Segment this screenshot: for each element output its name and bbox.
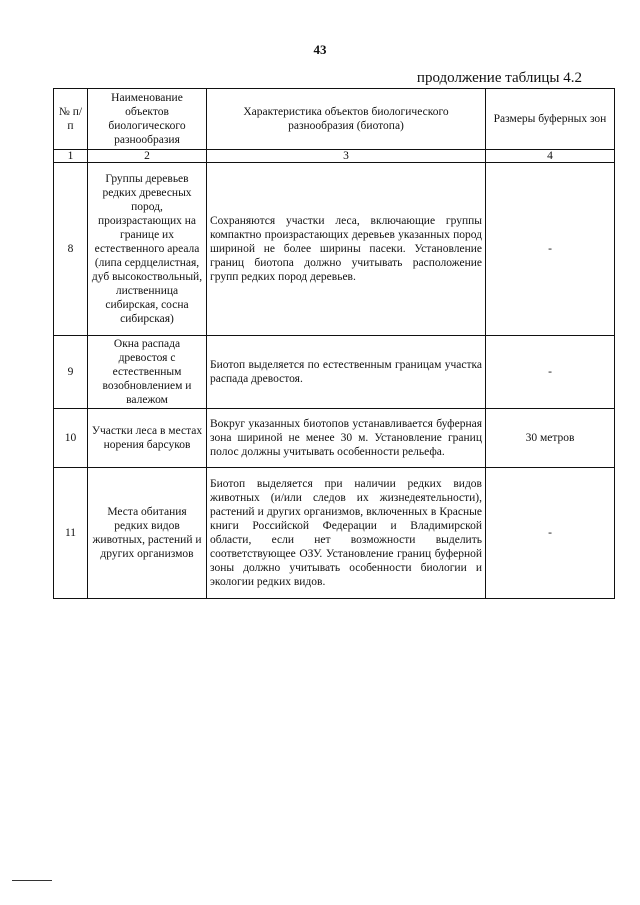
row-object-name: Места обитания редких видов животных, растений и других организмов [88,468,207,599]
row-buffer-size: - [486,163,615,336]
row-object-name: Группы деревьев редких древесных пород, произрастающих на границе их естественного ареала (липа сердцелистная, дуб высокоствольный, лиственница сибирская, сосна сибирская) [88,163,207,336]
footer-divider [12,880,52,881]
header-object-name: Наименование объектов биологического разнообразия [88,89,207,150]
row-characteristic: Биотоп выделяется при наличии редких видов животных (и/или следов их жизнедеятельности), растений и других организмов, включенных в Красные книги Российской Федерации и Владимирской области, если нет возможности выделить соответствующее ОЗУ. Установление границ буферной зоны должно учитывать особенности биологии и экологии редких видов. [207,468,486,599]
row-number: 8 [54,163,88,336]
row-characteristic: Биотоп выделяется по естественным границам участка распада древостоя. [207,336,486,409]
page-number: 43 [313,42,327,57]
table-row [54,468,615,599]
column-number-3: 3 [207,150,486,163]
row-object-name: Окна распада древостоя с естественным возобновлением и валежом [88,336,207,409]
row-buffer-size: - [486,468,615,599]
column-number-row [54,150,615,163]
table-header-row [54,89,615,150]
column-number-2: 2 [88,150,207,163]
table-continuation-label: продолжение таблицы 4.2 [416,70,582,86]
header-buffer-size: Размеры буферных зон [486,89,615,150]
table-row [54,163,615,336]
row-object-name: Участки леса в местах норения барсуков [88,409,207,468]
row-number: 9 [54,336,88,409]
column-number-1: 1 [54,150,88,163]
table-row [54,409,615,468]
column-number-4: 4 [486,150,615,163]
row-characteristic: Сохраняются участки леса, включающие группы компактно произрастающих деревьев указанных пород шириной не более ширины пасеки. Установление границ биотопа должно учитывать расположение групп редких пород деревьев. [207,163,486,336]
header-number: № п/п [54,89,88,150]
row-number: 11 [54,468,88,599]
header-characteristic: Характеристика объектов биологического разнообразия (биотопа) [207,89,486,150]
biodiversity-table [53,88,615,599]
table-row [54,336,615,409]
row-buffer-size: - [486,336,615,409]
row-buffer-size: 30 метров [486,409,615,468]
row-number: 10 [54,409,88,468]
row-characteristic: Вокруг указанных биотопов устанавливается буферная зона шириной не менее 30 м. Установление границ полос должны учитывать особенности рельефа. [207,409,486,468]
